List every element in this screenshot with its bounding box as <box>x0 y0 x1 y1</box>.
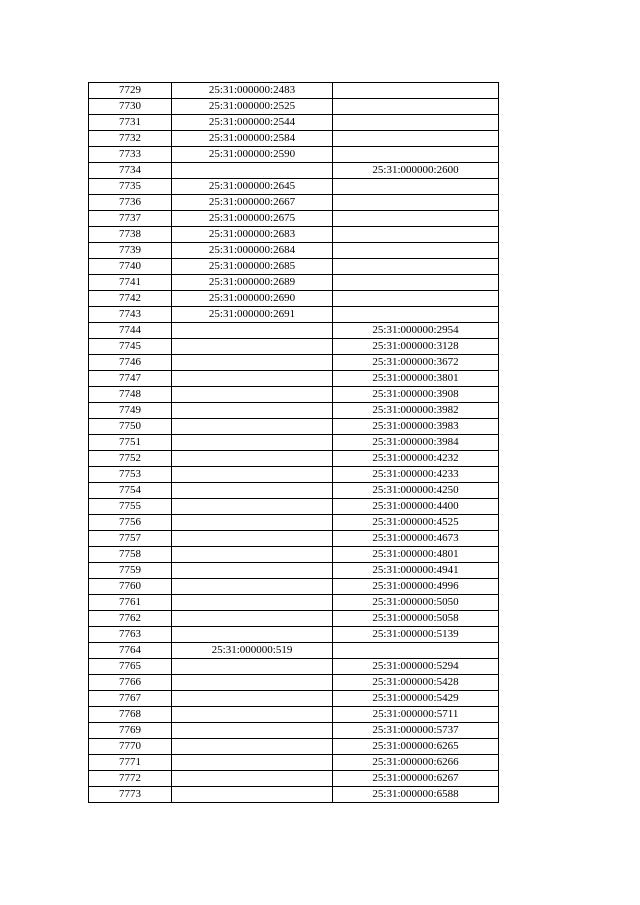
table-row <box>89 755 499 771</box>
row-number-cell: 7765 <box>89 659 172 675</box>
cadastral-number-cell: 25:31:000000:2584 <box>172 131 333 147</box>
cadastral-number-cell <box>172 723 333 739</box>
cadastral-number-cell <box>172 515 333 531</box>
cadastral-number-alt-cell <box>333 195 499 211</box>
cadastral-number-alt-cell: 25:31:000000:3801 <box>333 371 499 387</box>
cadastral-number-cell: 25:31:000000:2691 <box>172 307 333 323</box>
row-number-cell: 7754 <box>89 483 172 499</box>
cadastral-number-cell: 25:31:000000:2685 <box>172 259 333 275</box>
cadastral-number-cell <box>172 323 333 339</box>
cadastral-number-cell <box>172 675 333 691</box>
cadastral-number-cell: 25:31:000000:2689 <box>172 275 333 291</box>
row-number-cell: 7737 <box>89 211 172 227</box>
table-row <box>89 275 499 291</box>
row-number-cell: 7744 <box>89 323 172 339</box>
row-number-cell: 7736 <box>89 195 172 211</box>
table-row <box>89 739 499 755</box>
cadastral-number-alt-cell: 25:31:000000:6588 <box>333 787 499 803</box>
cadastral-number-cell <box>172 499 333 515</box>
cadastral-number-cell <box>172 627 333 643</box>
cadastral-number-alt-cell: 25:31:000000:4996 <box>333 579 499 595</box>
cadastral-number-cell: 25:31:000000:2483 <box>172 83 333 99</box>
cadastral-number-alt-cell: 25:31:000000:5294 <box>333 659 499 675</box>
cadastral-number-cell <box>172 659 333 675</box>
cadastral-number-cell <box>172 771 333 787</box>
table-row <box>89 227 499 243</box>
cadastral-number-alt-cell: 25:31:000000:3672 <box>333 355 499 371</box>
row-number-cell: 7748 <box>89 387 172 403</box>
cadastral-number-alt-cell: 25:31:000000:3908 <box>333 387 499 403</box>
cadastral-number-alt-cell: 25:31:000000:2600 <box>333 163 499 179</box>
table-row <box>89 547 499 563</box>
row-number-cell: 7769 <box>89 723 172 739</box>
row-number-cell: 7733 <box>89 147 172 163</box>
table-row <box>89 515 499 531</box>
table-row <box>89 595 499 611</box>
table-row <box>89 691 499 707</box>
cadastral-number-alt-cell <box>333 211 499 227</box>
row-number-cell: 7771 <box>89 755 172 771</box>
cadastral-number-cell: 25:31:000000:2590 <box>172 147 333 163</box>
table-row <box>89 195 499 211</box>
cadastral-number-alt-cell <box>333 99 499 115</box>
cadastral-number-alt-cell <box>333 227 499 243</box>
table-row <box>89 163 499 179</box>
cadastral-number-cell: 25:31:000000:2667 <box>172 195 333 211</box>
cadastral-number-cell <box>172 547 333 563</box>
row-number-cell: 7760 <box>89 579 172 595</box>
row-number-cell: 7732 <box>89 131 172 147</box>
cadastral-number-alt-cell: 25:31:000000:4233 <box>333 467 499 483</box>
cadastral-number-cell: 25:31:000000:2684 <box>172 243 333 259</box>
cadastral-number-alt-cell: 25:31:000000:3984 <box>333 435 499 451</box>
cadastral-number-cell <box>172 419 333 435</box>
cadastral-number-alt-cell <box>333 131 499 147</box>
cadastral-number-cell <box>172 579 333 595</box>
cadastral-number-alt-cell <box>333 643 499 659</box>
table-row <box>89 99 499 115</box>
table-row <box>89 339 499 355</box>
table-row <box>89 675 499 691</box>
row-number-cell: 7738 <box>89 227 172 243</box>
table-row <box>89 579 499 595</box>
table-row <box>89 723 499 739</box>
table-row <box>89 355 499 371</box>
cadastral-number-cell <box>172 755 333 771</box>
cadastral-number-alt-cell <box>333 307 499 323</box>
cadastral-number-alt-cell: 25:31:000000:6267 <box>333 771 499 787</box>
row-number-cell: 7770 <box>89 739 172 755</box>
cadastral-number-alt-cell: 25:31:000000:4232 <box>333 451 499 467</box>
cadastral-number-cell <box>172 691 333 707</box>
cadastral-number-cell <box>172 403 333 419</box>
cadastral-number-cell <box>172 339 333 355</box>
row-number-cell: 7745 <box>89 339 172 355</box>
table-row <box>89 243 499 259</box>
row-number-cell: 7759 <box>89 563 172 579</box>
row-number-cell: 7751 <box>89 435 172 451</box>
cadastral-number-cell <box>172 355 333 371</box>
row-number-cell: 7763 <box>89 627 172 643</box>
row-number-cell: 7752 <box>89 451 172 467</box>
table-row <box>89 531 499 547</box>
cadastral-number-alt-cell <box>333 147 499 163</box>
cadastral-number-cell <box>172 563 333 579</box>
cadastral-number-alt-cell: 25:31:000000:3128 <box>333 339 499 355</box>
cadastral-number-alt-cell: 25:31:000000:4400 <box>333 499 499 515</box>
table-row <box>89 435 499 451</box>
row-number-cell: 7743 <box>89 307 172 323</box>
cadastral-number-alt-cell <box>333 115 499 131</box>
table-row <box>89 179 499 195</box>
row-number-cell: 7756 <box>89 515 172 531</box>
cadastral-number-cell <box>172 707 333 723</box>
table-row <box>89 419 499 435</box>
cadastral-number-alt-cell <box>333 83 499 99</box>
cadastral-number-alt-cell: 25:31:000000:3982 <box>333 403 499 419</box>
table-row <box>89 499 499 515</box>
cadastral-number-alt-cell: 25:31:000000:5050 <box>333 595 499 611</box>
table-row <box>89 467 499 483</box>
table-row <box>89 115 499 131</box>
row-number-cell: 7749 <box>89 403 172 419</box>
table-row <box>89 323 499 339</box>
cadastral-number-cell <box>172 371 333 387</box>
cadastral-number-alt-cell <box>333 179 499 195</box>
row-number-cell: 7772 <box>89 771 172 787</box>
table-body <box>89 83 499 803</box>
cadastral-number-alt-cell: 25:31:000000:5429 <box>333 691 499 707</box>
cadastral-number-alt-cell: 25:31:000000:5428 <box>333 675 499 691</box>
cadastral-number-alt-cell: 25:31:000000:6265 <box>333 739 499 755</box>
row-number-cell: 7735 <box>89 179 172 195</box>
cadastral-number-cell <box>172 595 333 611</box>
cadastral-number-alt-cell <box>333 291 499 307</box>
cadastral-number-alt-cell: 25:31:000000:4801 <box>333 547 499 563</box>
cadastral-number-alt-cell: 25:31:000000:5711 <box>333 707 499 723</box>
row-number-cell: 7731 <box>89 115 172 131</box>
cadastral-number-cell: 25:31:000000:2645 <box>172 179 333 195</box>
cadastral-number-alt-cell: 25:31:000000:4250 <box>333 483 499 499</box>
cadastral-number-alt-cell <box>333 243 499 259</box>
cadastral-number-alt-cell: 25:31:000000:4673 <box>333 531 499 547</box>
table-row <box>89 707 499 723</box>
cadastral-number-alt-cell: 25:31:000000:4525 <box>333 515 499 531</box>
cadastral-number-cell: 25:31:000000:2675 <box>172 211 333 227</box>
row-number-cell: 7766 <box>89 675 172 691</box>
row-number-cell: 7747 <box>89 371 172 387</box>
table-row <box>89 787 499 803</box>
row-number-cell: 7730 <box>89 99 172 115</box>
data-table <box>88 82 499 803</box>
cadastral-number-cell <box>172 163 333 179</box>
cadastral-number-alt-cell: 25:31:000000:5058 <box>333 611 499 627</box>
table-row <box>89 131 499 147</box>
table-row <box>89 83 499 99</box>
cadastral-number-cell <box>172 531 333 547</box>
cadastral-number-alt-cell <box>333 275 499 291</box>
row-number-cell: 7762 <box>89 611 172 627</box>
table-row <box>89 483 499 499</box>
table-row <box>89 147 499 163</box>
row-number-cell: 7741 <box>89 275 172 291</box>
table-row <box>89 611 499 627</box>
table-row <box>89 659 499 675</box>
cadastral-number-cell: 25:31:000000:2525 <box>172 99 333 115</box>
table-row <box>89 387 499 403</box>
cadastral-number-cell: 25:31:000000:2690 <box>172 291 333 307</box>
cadastral-number-cell <box>172 451 333 467</box>
table-row <box>89 291 499 307</box>
cadastral-number-alt-cell: 25:31:000000:3983 <box>333 419 499 435</box>
row-number-cell: 7739 <box>89 243 172 259</box>
table-row <box>89 771 499 787</box>
table-row <box>89 627 499 643</box>
row-number-cell: 7767 <box>89 691 172 707</box>
cadastral-number-cell <box>172 787 333 803</box>
cadastral-number-alt-cell: 25:31:000000:2954 <box>333 323 499 339</box>
cadastral-number-alt-cell: 25:31:000000:6266 <box>333 755 499 771</box>
table-row <box>89 307 499 323</box>
row-number-cell: 7734 <box>89 163 172 179</box>
table-row <box>89 211 499 227</box>
row-number-cell: 7758 <box>89 547 172 563</box>
cadastral-number-alt-cell: 25:31:000000:4941 <box>333 563 499 579</box>
cadastral-number-alt-cell: 25:31:000000:5139 <box>333 627 499 643</box>
table-row <box>89 403 499 419</box>
row-number-cell: 7729 <box>89 83 172 99</box>
cadastral-number-cell <box>172 483 333 499</box>
table-row <box>89 563 499 579</box>
cadastral-number-alt-cell <box>333 259 499 275</box>
row-number-cell: 7764 <box>89 643 172 659</box>
table-row <box>89 371 499 387</box>
row-number-cell: 7746 <box>89 355 172 371</box>
cadastral-number-cell <box>172 387 333 403</box>
cadastral-number-cell: 25:31:000000:519 <box>172 643 333 659</box>
table-row <box>89 259 499 275</box>
row-number-cell: 7753 <box>89 467 172 483</box>
cadastral-number-cell: 25:31:000000:2683 <box>172 227 333 243</box>
row-number-cell: 7761 <box>89 595 172 611</box>
cadastral-number-cell <box>172 435 333 451</box>
cadastral-number-cell: 25:31:000000:2544 <box>172 115 333 131</box>
cadastral-number-cell <box>172 467 333 483</box>
row-number-cell: 7750 <box>89 419 172 435</box>
cadastral-number-cell <box>172 611 333 627</box>
row-number-cell: 7755 <box>89 499 172 515</box>
cadastral-number-cell <box>172 739 333 755</box>
row-number-cell: 7757 <box>89 531 172 547</box>
cadastral-number-alt-cell: 25:31:000000:5737 <box>333 723 499 739</box>
row-number-cell: 7773 <box>89 787 172 803</box>
table-row <box>89 451 499 467</box>
table-row <box>89 643 499 659</box>
row-number-cell: 7740 <box>89 259 172 275</box>
row-number-cell: 7768 <box>89 707 172 723</box>
row-number-cell: 7742 <box>89 291 172 307</box>
